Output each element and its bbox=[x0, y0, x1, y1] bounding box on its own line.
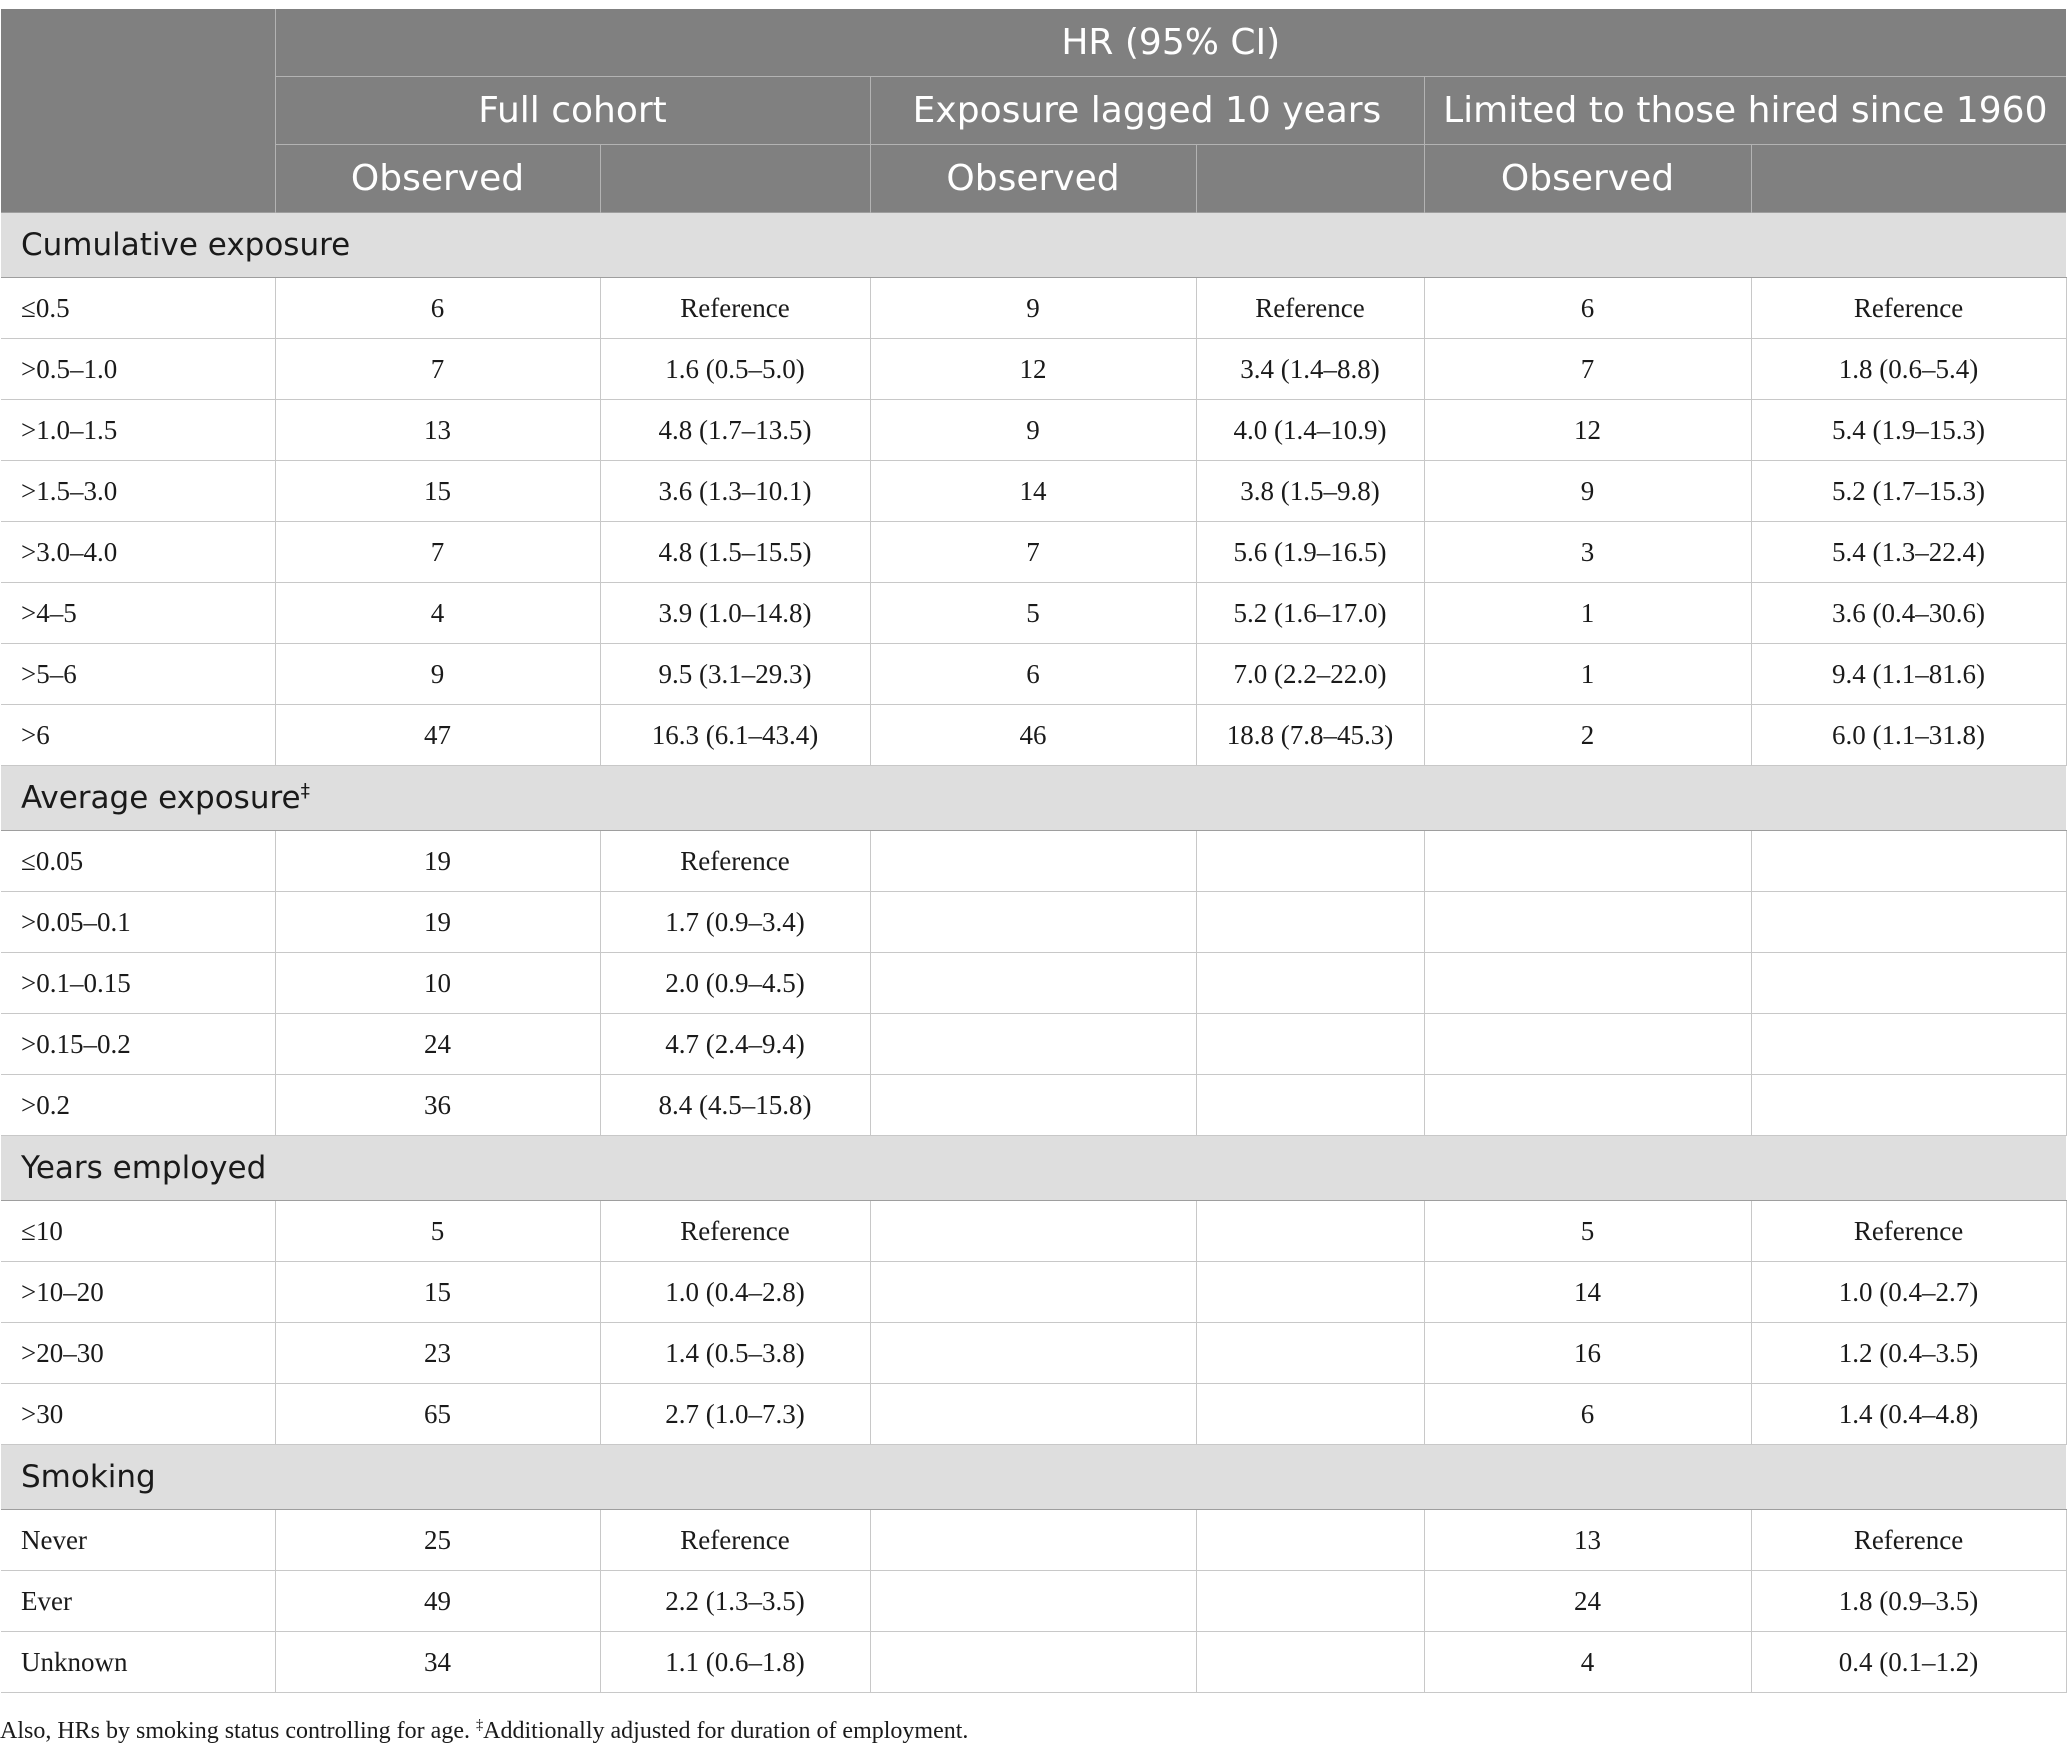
observed-cell: 7 bbox=[275, 522, 600, 583]
section-row bbox=[1, 1445, 2066, 1510]
table-row bbox=[1, 1571, 2066, 1632]
observed-cell bbox=[1424, 831, 1751, 892]
observed-cell: 6 bbox=[870, 644, 1196, 705]
table-row bbox=[1, 583, 2066, 644]
row-label: ≤0.05 bbox=[1, 831, 275, 892]
observed-cell bbox=[870, 1632, 1196, 1693]
row-label: >0.5–1.0 bbox=[1, 339, 275, 400]
header-observed: Observed bbox=[1424, 145, 1751, 213]
section-title-text: Smoking bbox=[21, 1459, 156, 1495]
hr-cell bbox=[1196, 1510, 1424, 1571]
observed-cell: 13 bbox=[1424, 1510, 1751, 1571]
footnote-text-2: Additionally adjusted for duration of employment. bbox=[483, 1718, 969, 1744]
hr-cell: 8.4 (4.5–15.8) bbox=[600, 1075, 870, 1136]
section-row bbox=[1, 766, 2066, 831]
observed-cell: 1 bbox=[1424, 583, 1751, 644]
table-row bbox=[1, 1075, 2066, 1136]
row-label: >1.0–1.5 bbox=[1, 400, 275, 461]
header-row-3 bbox=[1, 145, 2066, 213]
hr-cell: 1.7 (0.9–3.4) bbox=[600, 892, 870, 953]
hr-cell: 3.4 (1.4–8.8) bbox=[1196, 339, 1424, 400]
observed-cell: 4 bbox=[1424, 1632, 1751, 1693]
table-row bbox=[1, 705, 2066, 766]
section-title bbox=[1, 1136, 2066, 1201]
hr-cell: 5.4 (1.9–15.3) bbox=[1751, 400, 2066, 461]
observed-cell bbox=[870, 1510, 1196, 1571]
observed-cell bbox=[870, 831, 1196, 892]
header-hr-title: HR (95% CI) bbox=[275, 9, 2066, 77]
observed-cell: 23 bbox=[275, 1323, 600, 1384]
hr-cell bbox=[1751, 831, 2066, 892]
observed-cell: 9 bbox=[275, 644, 600, 705]
observed-cell: 5 bbox=[870, 583, 1196, 644]
hr-cell: 4.8 (1.5–15.5) bbox=[600, 522, 870, 583]
row-label: >0.2 bbox=[1, 1075, 275, 1136]
hr-cell: Reference bbox=[1751, 1510, 2066, 1571]
observed-cell: 36 bbox=[275, 1075, 600, 1136]
hr-cell: 5.2 (1.6–17.0) bbox=[1196, 583, 1424, 644]
hr-cell: 9.4 (1.1–81.6) bbox=[1751, 644, 2066, 705]
observed-cell: 5 bbox=[275, 1201, 600, 1262]
observed-cell: 1 bbox=[1424, 644, 1751, 705]
header-observed: Observed bbox=[870, 145, 1196, 213]
table-row bbox=[1, 522, 2066, 583]
footnote-mark: ‡ bbox=[475, 1717, 484, 1733]
table-row bbox=[1, 831, 2066, 892]
row-label: >1.5–3.0 bbox=[1, 461, 275, 522]
section-row bbox=[1, 213, 2066, 278]
hr-cell: Reference bbox=[1751, 278, 2066, 339]
row-label: >0.05–0.1 bbox=[1, 892, 275, 953]
hr-cell: 1.4 (0.5–3.8) bbox=[600, 1323, 870, 1384]
hr-cell: 5.6 (1.9–16.5) bbox=[1196, 522, 1424, 583]
hr-cell: 1.1 (0.6–1.8) bbox=[600, 1632, 870, 1693]
header-group-full-cohort: Full cohort bbox=[275, 77, 870, 145]
hr-cell bbox=[1751, 953, 2066, 1014]
observed-cell: 9 bbox=[870, 278, 1196, 339]
observed-cell bbox=[1424, 953, 1751, 1014]
hr-cell bbox=[1196, 953, 1424, 1014]
observed-cell bbox=[870, 1262, 1196, 1323]
table-row bbox=[1, 644, 2066, 705]
row-label: >4–5 bbox=[1, 583, 275, 644]
row-label: ≤0.5 bbox=[1, 278, 275, 339]
observed-cell: 14 bbox=[1424, 1262, 1751, 1323]
section-title-text: Cumulative exposure bbox=[21, 227, 351, 263]
observed-cell: 13 bbox=[275, 400, 600, 461]
observed-cell: 65 bbox=[275, 1384, 600, 1445]
observed-cell: 6 bbox=[1424, 1384, 1751, 1445]
table-row bbox=[1, 1201, 2066, 1262]
hr-cell: 16.3 (6.1–43.4) bbox=[600, 705, 870, 766]
hr-cell: 1.8 (0.6–5.4) bbox=[1751, 339, 2066, 400]
header-blank bbox=[600, 145, 870, 213]
hr-cell: 4.7 (2.4–9.4) bbox=[600, 1014, 870, 1075]
observed-cell: 19 bbox=[275, 892, 600, 953]
hr-cell bbox=[1196, 1632, 1424, 1693]
observed-cell: 7 bbox=[1424, 339, 1751, 400]
hr-cell: Reference bbox=[1751, 1201, 2066, 1262]
observed-cell bbox=[1424, 1014, 1751, 1075]
table-row bbox=[1, 1632, 2066, 1693]
table-row bbox=[1, 1014, 2066, 1075]
hr-cell: 6.0 (1.1–31.8) bbox=[1751, 705, 2066, 766]
observed-cell: 5 bbox=[1424, 1201, 1751, 1262]
table-row bbox=[1, 1323, 2066, 1384]
section-title-text: Years employed bbox=[21, 1150, 267, 1186]
observed-cell bbox=[1424, 892, 1751, 953]
hr-cell bbox=[1196, 831, 1424, 892]
header-blank bbox=[1196, 145, 1424, 213]
hr-cell bbox=[1196, 1323, 1424, 1384]
observed-cell bbox=[870, 1201, 1196, 1262]
row-label: ≤10 bbox=[1, 1201, 275, 1262]
hr-cell bbox=[1196, 1571, 1424, 1632]
header-row-2 bbox=[1, 77, 2066, 145]
hr-cell bbox=[1196, 1014, 1424, 1075]
hr-cell: 4.0 (1.4–10.9) bbox=[1196, 400, 1424, 461]
table-row bbox=[1, 892, 2066, 953]
hr-cell bbox=[1196, 1075, 1424, 1136]
table-row bbox=[1, 461, 2066, 522]
observed-cell bbox=[870, 1571, 1196, 1632]
table-body bbox=[1, 213, 2066, 1693]
table-row bbox=[1, 1384, 2066, 1445]
hr-cell: 2.7 (1.0–7.3) bbox=[600, 1384, 870, 1445]
hr-cell: 3.8 (1.5–9.8) bbox=[1196, 461, 1424, 522]
observed-cell: 49 bbox=[275, 1571, 600, 1632]
table-row bbox=[1, 1262, 2066, 1323]
observed-cell: 10 bbox=[275, 953, 600, 1014]
row-label: >0.15–0.2 bbox=[1, 1014, 275, 1075]
observed-cell bbox=[1424, 1075, 1751, 1136]
header-group-hired-1960: Limited to those hired since 1960 bbox=[1424, 77, 2066, 145]
row-label: >3.0–4.0 bbox=[1, 522, 275, 583]
section-row bbox=[1, 1136, 2066, 1201]
observed-cell: 19 bbox=[275, 831, 600, 892]
hr-cell bbox=[1751, 892, 2066, 953]
observed-cell: 12 bbox=[870, 339, 1196, 400]
table-row bbox=[1, 1510, 2066, 1571]
observed-cell bbox=[870, 1014, 1196, 1075]
observed-cell: 9 bbox=[870, 400, 1196, 461]
hr-cell: 3.6 (0.4–30.6) bbox=[1751, 583, 2066, 644]
table-row bbox=[1, 400, 2066, 461]
row-label: Unknown bbox=[1, 1632, 275, 1693]
hr-cell: 4.8 (1.7–13.5) bbox=[600, 400, 870, 461]
observed-cell: 24 bbox=[1424, 1571, 1751, 1632]
observed-cell bbox=[870, 892, 1196, 953]
hr-cell: 2.2 (1.3–3.5) bbox=[600, 1571, 870, 1632]
hr-cell: 1.4 (0.4–4.8) bbox=[1751, 1384, 2066, 1445]
hr-cell bbox=[1196, 1201, 1424, 1262]
header-blank bbox=[1751, 145, 2066, 213]
hr-cell: 18.8 (7.8–45.3) bbox=[1196, 705, 1424, 766]
hr-cell: 1.0 (0.4–2.8) bbox=[600, 1262, 870, 1323]
header-group-lagged: Exposure lagged 10 years bbox=[870, 77, 1424, 145]
observed-cell: 6 bbox=[1424, 278, 1751, 339]
observed-cell bbox=[870, 1384, 1196, 1445]
hr-cell: 2.0 (0.9–4.5) bbox=[600, 953, 870, 1014]
hr-cell: 0.4 (0.1–1.2) bbox=[1751, 1632, 2066, 1693]
observed-cell: 24 bbox=[275, 1014, 600, 1075]
hr-cell: Reference bbox=[600, 831, 870, 892]
observed-cell bbox=[870, 953, 1196, 1014]
observed-cell: 7 bbox=[870, 522, 1196, 583]
observed-cell: 25 bbox=[275, 1510, 600, 1571]
observed-cell: 7 bbox=[275, 339, 600, 400]
observed-cell bbox=[870, 1075, 1196, 1136]
observed-cell: 3 bbox=[1424, 522, 1751, 583]
observed-cell: 9 bbox=[1424, 461, 1751, 522]
observed-cell: 46 bbox=[870, 705, 1196, 766]
row-label: >30 bbox=[1, 1384, 275, 1445]
hr-cell: 5.4 (1.3–22.4) bbox=[1751, 522, 2066, 583]
row-label: Never bbox=[1, 1510, 275, 1571]
hr-cell: 1.6 (0.5–5.0) bbox=[600, 339, 870, 400]
hr-cell: Reference bbox=[600, 1510, 870, 1571]
footnote-text-1: Also, HRs by smoking status controlling for age. bbox=[0, 1718, 476, 1744]
header-observed: Observed bbox=[275, 145, 600, 213]
hr-cell: Reference bbox=[600, 278, 870, 339]
observed-cell: 4 bbox=[275, 583, 600, 644]
section-title bbox=[1, 1445, 2066, 1510]
observed-cell bbox=[870, 1323, 1196, 1384]
hr-cell bbox=[1196, 1262, 1424, 1323]
section-title bbox=[1, 766, 2066, 831]
section-title bbox=[1, 213, 2066, 278]
observed-cell: 14 bbox=[870, 461, 1196, 522]
table-row bbox=[1, 339, 2066, 400]
table-row bbox=[1, 278, 2066, 339]
table-footnote bbox=[0, 1718, 968, 1745]
hr-cell: Reference bbox=[1196, 278, 1424, 339]
header-corner bbox=[1, 9, 275, 213]
row-label: >10–20 bbox=[1, 1262, 275, 1323]
hr-cell: 9.5 (3.1–29.3) bbox=[600, 644, 870, 705]
hr-cell: 5.2 (1.7–15.3) bbox=[1751, 461, 2066, 522]
hr-cell bbox=[1751, 1014, 2066, 1075]
hr-cell: 7.0 (2.2–22.0) bbox=[1196, 644, 1424, 705]
table-row bbox=[1, 953, 2066, 1014]
observed-cell: 47 bbox=[275, 705, 600, 766]
observed-cell: 15 bbox=[275, 461, 600, 522]
hr-cell bbox=[1196, 892, 1424, 953]
hr-cell: Reference bbox=[600, 1201, 870, 1262]
row-label: Ever bbox=[1, 1571, 275, 1632]
observed-cell: 6 bbox=[275, 278, 600, 339]
hazard-ratio-table bbox=[1, 9, 2067, 1693]
observed-cell: 16 bbox=[1424, 1323, 1751, 1384]
hr-cell: 1.8 (0.9–3.5) bbox=[1751, 1571, 2066, 1632]
hr-cell bbox=[1751, 1075, 2066, 1136]
hr-cell: 1.2 (0.4–3.5) bbox=[1751, 1323, 2066, 1384]
header-row-1 bbox=[1, 9, 2066, 77]
section-title-footnote-mark: ‡ bbox=[300, 780, 310, 802]
hr-cell bbox=[1196, 1384, 1424, 1445]
row-label: >20–30 bbox=[1, 1323, 275, 1384]
row-label: >0.1–0.15 bbox=[1, 953, 275, 1014]
row-label: >6 bbox=[1, 705, 275, 766]
observed-cell: 12 bbox=[1424, 400, 1751, 461]
hr-cell: 1.0 (0.4–2.7) bbox=[1751, 1262, 2066, 1323]
observed-cell: 15 bbox=[275, 1262, 600, 1323]
section-title-text: Average exposure bbox=[21, 780, 301, 816]
hr-cell: 3.9 (1.0–14.8) bbox=[600, 583, 870, 644]
hr-cell: 3.6 (1.3–10.1) bbox=[600, 461, 870, 522]
observed-cell: 2 bbox=[1424, 705, 1751, 766]
observed-cell: 34 bbox=[275, 1632, 600, 1693]
row-label: >5–6 bbox=[1, 644, 275, 705]
